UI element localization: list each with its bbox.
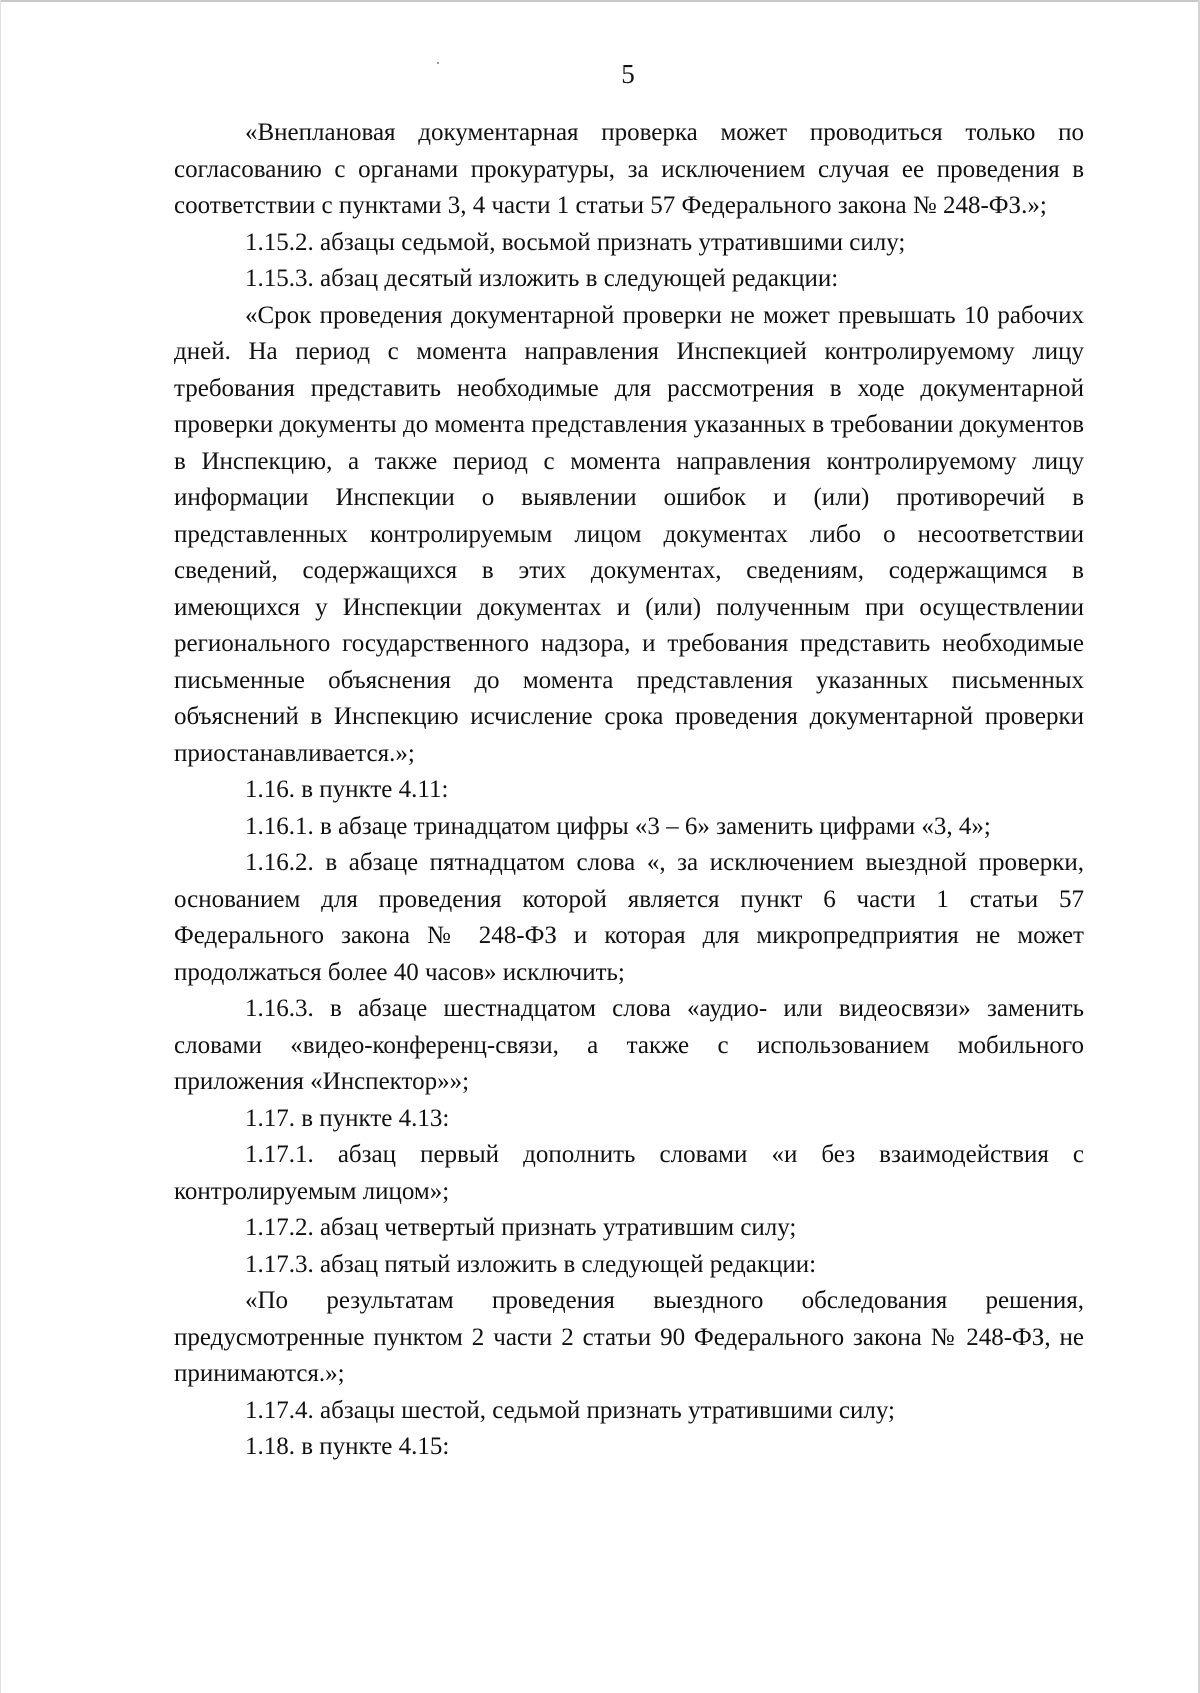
paragraph-1-17-1: 1.17.1. абзац первый дополнить словами «и без взаимодействия с контролируемым лицом»; — [174, 1141, 1084, 1205]
scan-edge-top — [0, 0, 1200, 2]
paragraph-1-17-2: 1.17.2. абзац четвертый признать утратившим силу; — [245, 1214, 797, 1241]
paragraph-1-17: 1.17. в пункте 4.13: — [245, 1104, 450, 1132]
paragraph-quote-unscheduled-check: «Внеплановая документарная проверка может проводиться только по согласованию с органами прокуратуры, за исключением случая ее проведения в соответствии с пунктами 3, 4 части 1 статьи 57 Федерального закона № 248-ФЗ.»; — [174, 119, 1084, 219]
paragraph-quote-check-term: «Срок проведения документарной проверки не может превышать 10 рабочих дней. На период с момента направления Инспекцией контролируемому лицу требования представить необходимые для рассмотрения в ходе документарной проверки документы до момента представления указанных в требовании документов в Инспекцию, а также период с момента направления контролируемому лицу информации Инспекции о выявлении ошибок и (или) противоречий в представленных контролируемым лицом документах либо о несоответствии сведений, содержащихся в этих документах, сведениям, содержащимся в имеющихся у Инспекции документах и (или) полученным при осуществлении регионального государственного надзора, и требования представить необходимые письменные объяснения до момента представления указанных письменных объяснений в Инспекцию исчисление срока проведения документарной проверки приостанавливается.»; — [174, 301, 1084, 767]
page-number: 5 — [621, 59, 635, 89]
paragraph-1-16-1: 1.16.1. в абзаце тринадцатом цифры «3 – 6» заменить цифрами «3, 4»; — [245, 812, 991, 840]
paragraph-1-18: 1.18. в пункте 4.15: — [245, 1433, 450, 1460]
paragraph-1-15-3: 1.15.3. абзац десятый изложить в следующей редакции: — [245, 265, 839, 292]
paragraph-1-17-4: 1.17.4. абзацы шестой, седьмой признать утратившими силу; — [245, 1396, 895, 1424]
paragraph-1-16-3: 1.16.3. в абзаце шестнадцатом слова «аудио- или видеосвязи» заменить словами «видео-конференц-связи, а также с использованием мобильного приложения «Инспектор»»; — [174, 995, 1084, 1095]
paragraph-1-17-3: 1.17.3. абзац пятый изложить в следующей редакции: — [245, 1250, 817, 1278]
paragraph-1-16-2: 1.16.2. в абзаце пятнадцатом слова «, за исключением выездной проверки, основанием для проведения которой является пункт 6 части 1 статьи 57 Федерального закона № 248-ФЗ и которая для микропредприятия не может продолжаться более 40 часов» исключить; — [174, 849, 1084, 986]
paragraph-quote-field-survey: «По результатам проведения выездного обследования решения, предусмотренные пунктом 2 части 2 статьи 90 Федерального закона № 248-ФЗ, не принимаются.»; — [174, 1287, 1084, 1387]
document-body — [174, 115, 1084, 1466]
scan-edge-left — [0, 0, 1, 1693]
paragraph-1-15-2: 1.15.2. абзацы седьмой, восьмой признать утратившими силу; — [245, 228, 906, 256]
paragraph-1-16: 1.16. в пункте 4.11: — [245, 776, 449, 803]
